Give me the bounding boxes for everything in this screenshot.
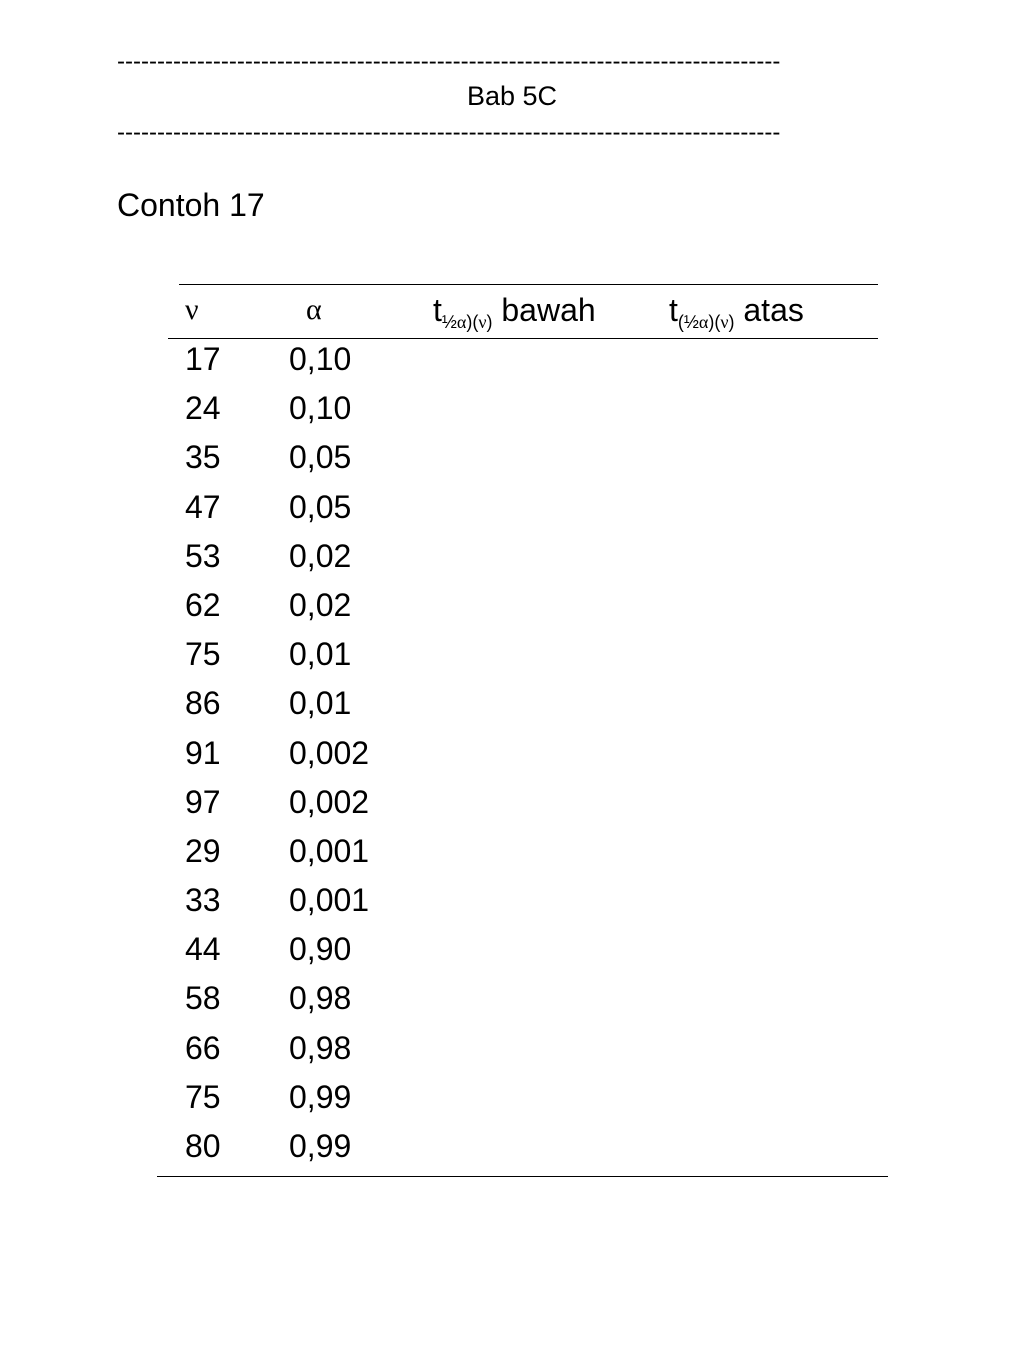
cell-alpha: 0,002 bbox=[289, 783, 370, 820]
cell-alpha: 0,99 bbox=[289, 1078, 352, 1115]
column-header-alpha: α bbox=[306, 293, 322, 326]
cell-nu: 91 bbox=[185, 734, 221, 771]
cell-alpha: 0,05 bbox=[289, 439, 352, 476]
cell-alpha: 0,01 bbox=[289, 636, 352, 673]
upper-sub-nu: ν bbox=[720, 312, 729, 332]
table-row bbox=[0, 731, 1024, 780]
cell-nu: 80 bbox=[185, 1128, 221, 1164]
table-row bbox=[0, 1124, 1024, 1173]
cell-nu: 58 bbox=[185, 980, 221, 1017]
cell-alpha: 0,02 bbox=[289, 586, 352, 623]
cell-nu: 35 bbox=[185, 439, 221, 476]
table-row bbox=[0, 435, 1024, 484]
cell-nu: 44 bbox=[185, 931, 221, 968]
table-row bbox=[0, 927, 1024, 976]
cell-nu: 75 bbox=[185, 636, 221, 673]
cell-nu: 62 bbox=[185, 586, 221, 623]
upper-t-word: atas bbox=[743, 292, 804, 328]
upper-sub-suffix: ) bbox=[728, 312, 735, 332]
table-row bbox=[0, 386, 1024, 435]
example-title: Contoh 17 bbox=[117, 187, 265, 223]
cell-nu: 47 bbox=[185, 488, 221, 525]
table-row bbox=[0, 681, 1024, 730]
cell-nu: 29 bbox=[185, 832, 221, 869]
upper-sub-mid: )( bbox=[708, 312, 721, 332]
table-bottom-rule bbox=[157, 1176, 888, 1177]
table-row bbox=[0, 485, 1024, 534]
cell-nu: 17 bbox=[185, 341, 221, 377]
lower-sub-mid: )( bbox=[466, 312, 479, 332]
cell-alpha: 0,05 bbox=[289, 488, 352, 525]
cell-alpha: 0,01 bbox=[289, 685, 352, 722]
lower-sub-alpha: α bbox=[456, 312, 467, 332]
table-top-rule bbox=[179, 284, 878, 285]
upper-t-symbol: t bbox=[669, 292, 678, 328]
cell-nu: 66 bbox=[185, 1029, 221, 1066]
cell-nu: 75 bbox=[185, 1078, 221, 1115]
lower-sub-prefix: ½ bbox=[441, 312, 457, 332]
table-row bbox=[0, 976, 1024, 1025]
upper-sub-alpha: α bbox=[698, 312, 709, 332]
upper-sub-prefix: (½ bbox=[677, 312, 699, 332]
cell-nu: 97 bbox=[185, 783, 221, 820]
column-header-lower-t bbox=[433, 290, 596, 335]
cell-alpha: 0,001 bbox=[289, 882, 370, 919]
cell-alpha: 0,99 bbox=[289, 1128, 352, 1164]
table-body bbox=[0, 337, 1024, 1173]
cell-nu: 86 bbox=[185, 685, 221, 722]
table-row bbox=[0, 1026, 1024, 1075]
cell-nu: 53 bbox=[185, 537, 221, 574]
lower-t-subscript bbox=[442, 312, 493, 332]
table-row bbox=[0, 534, 1024, 583]
table-row bbox=[0, 1075, 1024, 1124]
cell-alpha: 0,98 bbox=[289, 980, 352, 1017]
column-header-upper-t bbox=[669, 290, 804, 335]
cell-alpha: 0,001 bbox=[289, 832, 370, 869]
cell-alpha: 0,02 bbox=[289, 537, 352, 574]
cell-alpha: 0,002 bbox=[289, 734, 370, 771]
lower-t-word: bawah bbox=[501, 292, 596, 328]
table-row bbox=[0, 829, 1024, 878]
cell-alpha: 0,90 bbox=[289, 931, 352, 968]
lower-sub-suffix: ) bbox=[486, 312, 493, 332]
header-divider-top: ----------------------------------------------------------------------------------- bbox=[117, 50, 781, 74]
table-row bbox=[0, 632, 1024, 681]
header-divider-bottom: ----------------------------------------------------------------------------------- bbox=[117, 121, 781, 145]
table-row bbox=[0, 780, 1024, 829]
cell-alpha: 0,98 bbox=[289, 1029, 352, 1066]
cell-nu: 24 bbox=[185, 390, 221, 427]
lower-t-symbol: t bbox=[433, 292, 442, 328]
chapter-title: Bab 5C bbox=[466, 81, 558, 111]
table-row bbox=[0, 337, 1024, 386]
cell-nu: 33 bbox=[185, 882, 221, 919]
cell-alpha: 0,10 bbox=[289, 390, 352, 427]
upper-t-subscript bbox=[678, 312, 735, 332]
lower-sub-nu: ν bbox=[478, 312, 487, 332]
table-row bbox=[0, 583, 1024, 632]
table-row bbox=[0, 878, 1024, 927]
cell-alpha: 0,10 bbox=[289, 341, 352, 377]
column-header-nu: ν bbox=[185, 293, 199, 326]
